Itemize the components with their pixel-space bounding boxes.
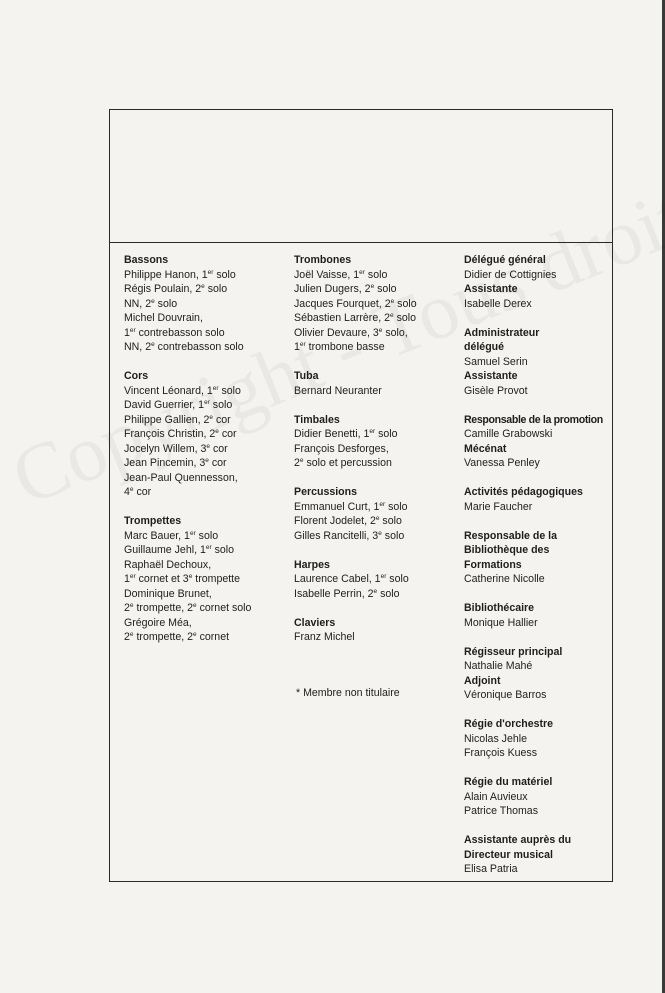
staff-entry: 2e trompette, 2e cornet <box>124 631 230 643</box>
staff-section <box>464 645 614 674</box>
staff-entry: Patrice Thomas <box>464 805 538 817</box>
section-title: Harpes <box>294 558 330 571</box>
staff-entry: 1er trombone basse <box>294 341 385 353</box>
staff-entry: Michel Douvrain, <box>124 312 203 324</box>
staff-entry: Florent Jodelet, 2e solo <box>294 515 402 527</box>
staff-entry: Isabelle Derex <box>464 297 532 310</box>
section-title: Cors <box>124 370 149 382</box>
staff-section <box>464 282 614 311</box>
staff-entry: Didier de Cottignies <box>464 268 557 281</box>
section-title: Régie du matériel <box>464 776 553 788</box>
staff-section <box>124 253 284 355</box>
section-title: Trombones <box>294 254 352 266</box>
staff-entry: 1er contrebasson solo <box>124 326 225 339</box>
staff-section <box>294 485 454 543</box>
staff-entry: Laurence Cabel, 1er solo <box>294 573 409 585</box>
section-title: Régie d'orchestre <box>464 718 554 730</box>
section-title: Responsable de la Bibliothèque des Formations <box>464 529 558 571</box>
staff-section <box>294 558 454 602</box>
staff-entry: Samuel Serin <box>464 355 528 368</box>
staff-section <box>464 717 614 761</box>
staff-section <box>464 253 614 282</box>
staff-entry: Alain Auvieux <box>464 790 528 803</box>
section-title: Responsable de la promotion <box>464 413 603 426</box>
staff-entry: Isabelle Perrin, 2e solo <box>294 587 400 600</box>
staff-section <box>464 775 614 819</box>
staff-entry: Camille Grabowski <box>464 428 553 440</box>
staff-entry: Sébastien Larrère, 2e solo <box>294 312 417 324</box>
staff-entry: Raphaël Dechoux, <box>124 558 212 571</box>
section-title: Bassons <box>124 254 169 266</box>
staff-section <box>464 326 614 370</box>
section-title: Activités pédagogiques <box>464 486 583 498</box>
staff-entry: Catherine Nicolle <box>464 573 545 585</box>
staff-section <box>294 413 454 471</box>
staff-entry: 2e trompette, 2e cornet solo <box>124 602 252 614</box>
section-title: Assistante auprès du Directeur musical <box>464 834 572 861</box>
staff-entry: Didier Benetti, 1er solo <box>294 428 398 440</box>
staff-entry: Monique Hallier <box>464 616 538 629</box>
staff-entry: Gisèle Provot <box>464 384 528 397</box>
section-title: Administrateur délégué <box>464 326 540 353</box>
staff-section <box>464 369 614 398</box>
staff-entry: David Guerrier, 1er solo <box>124 399 233 411</box>
section-title: Mécénat <box>464 442 507 455</box>
column-1 <box>124 253 284 659</box>
staff-entry: François Desforges, <box>294 442 389 455</box>
section-title: Trompettes <box>124 515 182 527</box>
staff-section <box>294 616 454 645</box>
staff-entry: Vincent Léonard, 1er solo <box>124 384 241 397</box>
staff-section <box>124 369 284 500</box>
staff-entry: Jean-Paul Quennesson, <box>124 471 238 484</box>
staff-section <box>464 529 614 587</box>
staff-entry: Jean Pincemin, 3e cor <box>124 457 227 469</box>
staff-entry: François Kuess <box>464 747 538 759</box>
staff-entry: Nicolas Jehle <box>464 732 528 745</box>
staff-section <box>464 442 614 471</box>
staff-entry: Elisa Patria <box>464 863 518 875</box>
staff-entry: Véronique Barros <box>464 689 547 701</box>
staff-entry: 2e solo et percussion <box>294 457 392 469</box>
staff-entry: Gilles Rancitelli, 3e solo <box>294 529 405 542</box>
frame-divider <box>109 242 613 243</box>
staff-entry: NN, 2e contrebasson solo <box>124 341 244 353</box>
column-2 <box>294 253 454 659</box>
staff-entry: Bernard Neuranter <box>294 384 382 397</box>
staff-section <box>294 369 454 398</box>
staff-entry: Marc Bauer, 1er solo <box>124 529 219 542</box>
footnote-non-titulaire: * Membre non titulaire <box>296 687 400 699</box>
staff-section <box>294 253 454 355</box>
staff-entry: Julien Dugers, 2e solo <box>294 283 397 295</box>
staff-entry: Jocelyn Willem, 3e cor <box>124 442 228 455</box>
staff-section <box>464 833 614 877</box>
staff-entry: Nathalie Mahé <box>464 660 533 672</box>
staff-entry: 1er cornet et 3e trompette <box>124 573 241 585</box>
section-title: Bibliothécaire <box>464 602 535 614</box>
staff-entry: François Christin, 2e cor <box>124 428 237 440</box>
section-title: Adjoint <box>464 674 501 687</box>
staff-section <box>464 674 614 703</box>
section-title: Tuba <box>294 370 319 382</box>
section-title: Régisseur principal <box>464 645 563 658</box>
staff-entry: Dominique Brunet, <box>124 587 212 600</box>
staff-entry: NN, 2e solo <box>124 297 178 310</box>
section-title: Assistante <box>464 283 518 295</box>
staff-entry: Emmanuel Curt, 1er solo <box>294 500 408 513</box>
staff-entry: 4e cor <box>124 486 152 498</box>
staff-entry: Vanessa Penley <box>464 457 540 469</box>
staff-entry: Marie Faucher <box>464 500 533 513</box>
staff-entry: Régis Poulain, 2e solo <box>124 283 228 295</box>
staff-entry: Philippe Gallien, 2e cor <box>124 413 231 426</box>
staff-section <box>464 485 614 514</box>
staff-entry: Franz Michel <box>294 631 355 643</box>
staff-section <box>464 601 614 630</box>
staff-entry: Olivier Devaure, 3e solo, <box>294 326 408 339</box>
section-title: Timbales <box>294 413 340 426</box>
section-title: Claviers <box>294 616 336 629</box>
staff-entry: Philippe Hanon, 1er solo <box>124 268 236 281</box>
staff-section <box>124 514 284 645</box>
staff-entry: Grégoire Méa, <box>124 616 192 629</box>
section-title: Assistante <box>464 370 518 382</box>
staff-section <box>464 413 614 442</box>
staff-entry: Joël Vaisse, 1er solo <box>294 268 388 281</box>
staff-entry: Guillaume Jehl, 1er solo <box>124 544 235 556</box>
section-title: Délégué général <box>464 254 546 266</box>
staff-entry: Jacques Fourquet, 2e solo <box>294 297 417 310</box>
column-3 <box>464 253 614 891</box>
section-title: Percussions <box>294 486 358 498</box>
